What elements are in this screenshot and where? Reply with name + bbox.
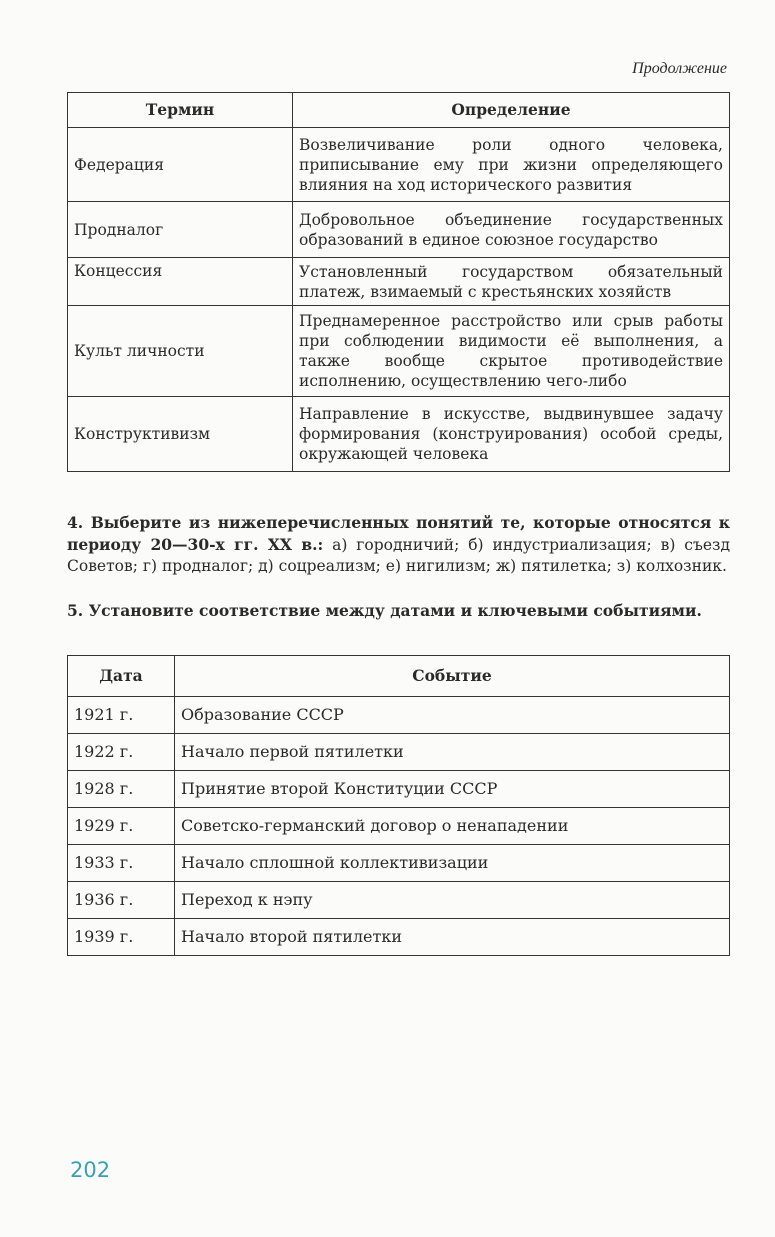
date-cell: 1939 г.: [68, 919, 175, 956]
definition-cell: Преднамеренное расстройство или срыв работы при соблюдении видимости её выполнения, а также вообще скрытое противодействие исполнению, осуществлению чего-либо: [293, 306, 730, 397]
table-row: [68, 734, 730, 771]
table-header-row: [68, 656, 730, 697]
table-row: [68, 808, 730, 845]
date-cell: 1921 г.: [68, 697, 175, 734]
term-cell: Концессия: [68, 258, 293, 306]
event-cell: Начало сплошной коллективизации: [175, 845, 730, 882]
events-table: [67, 655, 730, 956]
table-row: [68, 697, 730, 734]
task-4-prompt: 4. Выберите из нижеперечисленных понятий те, которые относятся к периоду 20—30-х гг. XX в.:: [67, 513, 730, 554]
terms-table: [67, 92, 730, 472]
column-header: Термин: [68, 93, 293, 128]
table-row: [68, 128, 730, 202]
event-cell: Переход к нэпу: [175, 882, 730, 919]
event-cell: Образование СССР: [175, 697, 730, 734]
task-4-options: а) городничий; б) индустриализация; в) съезд Советов; г) продналог; д) соцреализм; е) нигилизм; ж) пятилетка; з) колхозник.: [67, 536, 730, 575]
task-4: [67, 512, 730, 577]
table-row: [68, 771, 730, 808]
term-cell: Федерация: [68, 128, 293, 202]
definition-cell: Направление в искусстве, выдвинувшее задачу формирования (конструирования) особой среды, окружающей человека: [293, 397, 730, 472]
definition-cell: Возвеличивание роли одного человека, приписывание ему при жизни определяющего влияния на ход исторического развития: [293, 128, 730, 202]
definition-cell: Установленный государством обязательный платеж, взимаемый с крестьянских хозяйств: [293, 258, 730, 306]
definition-cell: Добровольное объединение государственных образований в единое союзное государство: [293, 202, 730, 258]
term-cell: Продналог: [68, 202, 293, 258]
table-row: [68, 882, 730, 919]
table-row: [68, 258, 730, 306]
date-cell: 1933 г.: [68, 845, 175, 882]
term-cell: Конструктивизм: [68, 397, 293, 472]
date-cell: 1928 г.: [68, 771, 175, 808]
date-cell: 1936 г.: [68, 882, 175, 919]
column-header: Событие: [175, 656, 730, 697]
column-header: Определение: [293, 93, 730, 128]
task-5-prompt: 5. Установите соответствие между датами и ключевыми событиями.: [67, 601, 702, 620]
page-number: 202: [70, 1158, 111, 1182]
term-cell: Культ личности: [68, 306, 293, 397]
event-cell: Советско-германский договор о ненападении: [175, 808, 730, 845]
table-row: [68, 202, 730, 258]
event-cell: Начало первой пятилетки: [175, 734, 730, 771]
table-header-row: [68, 93, 730, 128]
table-row: [68, 919, 730, 956]
date-cell: 1922 г.: [68, 734, 175, 771]
table-row: [68, 306, 730, 397]
event-cell: Принятие второй Конституции СССР: [175, 771, 730, 808]
table-row: [68, 397, 730, 472]
table-row: [68, 845, 730, 882]
column-header: Дата: [68, 656, 175, 697]
date-cell: 1929 г.: [68, 808, 175, 845]
continuation-label: Продолжение: [632, 60, 727, 77]
event-cell: Начало второй пятилетки: [175, 919, 730, 956]
